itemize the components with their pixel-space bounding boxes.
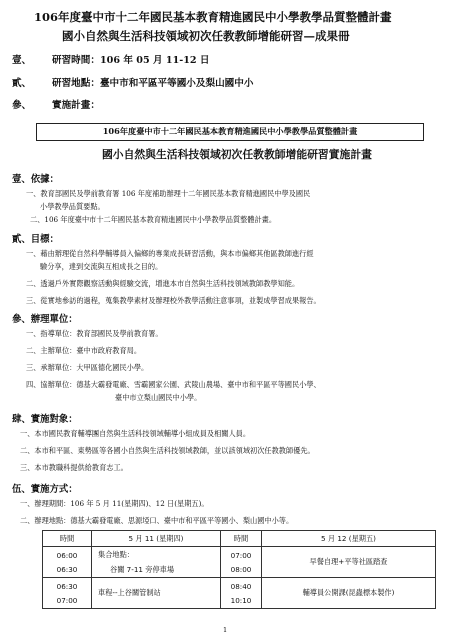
- header-time-1: 時間: [43, 531, 92, 547]
- goal-item-1: 一、藉由辦理從自然科學輔導員入偏鄉的專業成長研習活動，與本市偏鄉其他區教師進行經: [26, 249, 314, 258]
- header-day-1: 5 月 11 (星期四): [92, 531, 221, 547]
- basis-item-2: 二、106 年度臺中市十二年國民基本教育精進國民中小學教學品質整體計畫。: [30, 215, 277, 224]
- unit-item-4: 四、協辦單位：德基大霸發電廠、雪霸國家公園、武陵山農場、臺中市和平區平等國民小學、: [26, 380, 321, 389]
- header-time-2: 時間: [221, 531, 262, 547]
- plan-box-title-text: 106年度臺中市十二年國民基本教育精進國民中小學教學品質整體計畫: [102, 126, 358, 136]
- row1-time1-start: 06:00: [56, 550, 78, 560]
- plan-box-title: [36, 123, 424, 141]
- unit-item-2: 二、主辦單位：臺中市政府教育局。: [26, 346, 142, 355]
- method-item-2: 二、辦理地點：德基大霸發電廠、思源埡口、臺中市和平區平等國小、梨山國中小等。: [20, 516, 294, 525]
- info-place: 研習地點：臺中市和平區平等國小及梨山國中小: [52, 78, 254, 89]
- section-units-heading: 參、辦理單位：: [12, 314, 78, 325]
- plan-title: 國小自然與生活科技領域初次任教教師增能研習實施計畫: [102, 148, 372, 161]
- row1-time2-start: 07:00: [230, 550, 252, 560]
- row2-time2-start: 08:40: [230, 581, 252, 591]
- row2-day2: 輔導員公開課(昆蟲標本製作): [262, 578, 436, 609]
- schedule-table: [42, 530, 436, 609]
- row2-time1: [43, 578, 92, 609]
- section-method-heading: 伍、實施方式：: [12, 484, 78, 495]
- row2-time2: [221, 578, 262, 609]
- row1-day1: [92, 547, 221, 578]
- target-item-2: 二、本市和平區、東勢區等各國小自然與生活科技領域教師，並以該領域初次任教教師優先。: [20, 446, 315, 455]
- method-item-1: 一、辦理期間：106 年 5 月 11(星期四)、12 日(星期五)。: [20, 499, 209, 508]
- row2-day1: 車程--上谷關管制站: [92, 578, 221, 609]
- section-basis-heading: 壹、依據：: [12, 174, 59, 185]
- row1-time1-end: 06:30: [56, 564, 78, 574]
- row1-time2-end: 08:00: [230, 564, 252, 574]
- unit-item-4-cont: 臺中市立梨山國民中小學。: [115, 393, 202, 402]
- doc-title-line2: 國小自然與生活科技領域初次任教教師增能研習—成果冊: [62, 29, 350, 43]
- unit-item-3: 三、承辦單位：大甲區德化國民小學。: [26, 363, 149, 372]
- table-header-row: [43, 531, 436, 547]
- section-goals-heading: 貳、目標：: [12, 234, 59, 245]
- info-time: 研習時間：106 年 05 月 11-12 日: [52, 55, 210, 66]
- row2-time1-end: 07:00: [56, 595, 78, 605]
- section-target-heading: 肆、實施對象：: [12, 414, 78, 425]
- info-num-plan: 參、: [12, 100, 32, 111]
- basis-item-1-cont: 小學教學品質要點。: [40, 202, 105, 211]
- info-num-place: 貳、: [12, 78, 32, 89]
- info-plan: 實施計畫：: [52, 100, 100, 111]
- table-row: [43, 547, 436, 578]
- row2-time1-start: 06:30: [56, 581, 78, 591]
- doc-title-line1: 106年度臺中市十二年國民基本教育精進國民中小學教學品質整體計畫: [34, 10, 392, 24]
- row1-day1-place: 谷關 7-11 旁停車場: [110, 564, 175, 574]
- basis-item-1: 一、教育部國民及學前教育署 106 年度補助辦理十二年國民基本教育精進國民中學及國民: [26, 189, 311, 198]
- target-item-3: 三、本市教職科提供給教育志工。: [20, 463, 128, 472]
- goal-item-3: 三、從實地參訪的過程，蒐集教學素材及辦理校外教學活動注意事項，並製成學習成果報告。: [26, 296, 321, 305]
- target-item-1: 一、本市國民教育輔導團自然與生活科技領域輔導小組成員及相關人員。: [20, 429, 251, 438]
- unit-item-1: 一、指導單位：教育部國民及學前教育署。: [26, 329, 163, 338]
- row1-time1: [43, 547, 92, 578]
- row1-day1-label: 集合地點：: [98, 549, 134, 559]
- goal-item-2: 二、透過戶外實際觀察活動與經驗交流，增進本市自然與生活科技領域教師教學知能。: [26, 279, 300, 288]
- row2-time2-end: 10:10: [230, 595, 252, 605]
- info-num-time: 壹、: [12, 55, 32, 66]
- row1-day2: 早餐自理+平等社區踏查: [262, 547, 436, 578]
- goal-item-1-cont: 驗分享，達到交流與互相成長之目的。: [40, 262, 163, 271]
- table-row: [43, 578, 436, 609]
- row1-time2: [221, 547, 262, 578]
- header-day-2: 5 月 12 (星期五): [262, 531, 436, 547]
- page-number: 1: [223, 626, 228, 634]
